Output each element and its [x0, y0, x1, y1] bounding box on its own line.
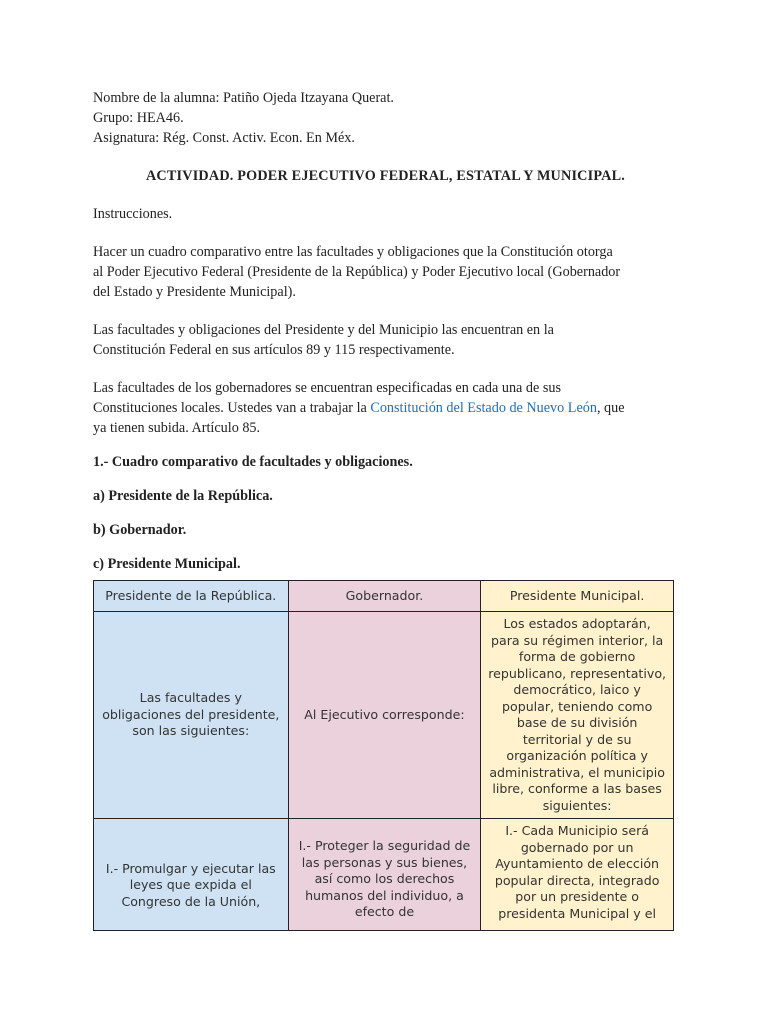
paragraph-1-line-1: Hacer un cuadro comparativo entre las facultades y obligaciones que la Constitución otorga [93, 244, 613, 260]
header-governor: Gobernador. [288, 581, 481, 612]
paragraph-1-line-3: del Estado y Presidente Municipal). [93, 284, 296, 300]
cell-president-item-1-text: I.- Promulgar y ejecutar las leyes que expida el Congreso de la Unión, [105, 860, 276, 909]
paragraph-2-line-2: Constitución Federal en sus artículos 89 y 115 respectivamente. [93, 342, 455, 358]
instructions-label: Instrucciones. [93, 206, 173, 222]
cell-municipal-item-1 [481, 819, 674, 931]
subject: Asignatura: Rég. Const. Activ. Econ. En Méx. [93, 130, 355, 146]
document-body [93, 88, 678, 574]
activity-title: ACTIVIDAD. PODER EJECUTIVO FEDERAL, ESTATAL Y MUNICIPAL. [145, 168, 625, 184]
paragraph-3-text-after: , que [596, 400, 625, 416]
cell-municipal-item-1-text: I.- Cada Municipio será gobernado por un Ayuntamiento de elección popular directa, integrado por un presidente o presidenta Municipal y el [494, 823, 660, 921]
cell-governor-item-1 [288, 819, 481, 931]
group: Grupo: HEA46. [93, 110, 184, 126]
comparison-table [93, 580, 674, 931]
header-municipal: Presidente Municipal. [481, 581, 674, 612]
cell-governor-intro: Al Ejecutivo corresponde: [288, 612, 481, 819]
section-1-heading: 1.- Cuadro comparativo de facultades y obligaciones. [93, 454, 413, 470]
table-header-row [94, 581, 674, 612]
paragraph-1-line-2: al Poder Ejecutivo Federal (Presidente de la República) y Poder Ejecutivo local (Gobernador [93, 264, 621, 280]
paragraph-3-line-3: ya tienen subida. Artículo 85. [93, 420, 261, 436]
cell-president-item-1 [94, 819, 289, 931]
section-b-heading: b) Gobernador. [93, 522, 187, 538]
cell-governor-item-1-text: I.- Proteger la seguridad de las personas y sus bienes, así como los derechos humanos del individuo, a efecto de [298, 838, 471, 920]
header-president: Presidente de la República. [94, 581, 289, 612]
table-row [94, 612, 674, 819]
table-row [94, 819, 674, 931]
paragraph-3-line-1: Las facultades de los gobernadores se encuentran especificadas en cada una de sus [93, 380, 561, 396]
student-name: Nombre de la alumna: Patiño Ojeda Itzayana Querat. [93, 90, 394, 106]
cell-municipal-intro: Los estados adoptarán, para su régimen interior, la forma de gobierno republicano, representativo, democrático, laico y popular, teniendo como base de su división territorial y de su organización política y administrativa, el municipio libre, conforme a las bases siguientes: [481, 612, 674, 819]
section-c-heading: c) Presidente Municipal. [93, 556, 241, 572]
section-a-heading: a) Presidente de la República. [93, 488, 273, 504]
constitution-link[interactable]: Constitución del Estado de Nuevo León [370, 400, 597, 416]
paragraph-3-line-2 [93, 398, 678, 418]
paragraph-3-text-before: Constituciones locales. Ustedes van a trabajar la [93, 400, 371, 416]
paragraph-2-line-1: Las facultades y obligaciones del Presidente y del Municipio las encuentran en la [93, 322, 554, 338]
cell-president-intro: Las facultades y obligaciones del presidente, son las siguientes: [94, 612, 289, 819]
